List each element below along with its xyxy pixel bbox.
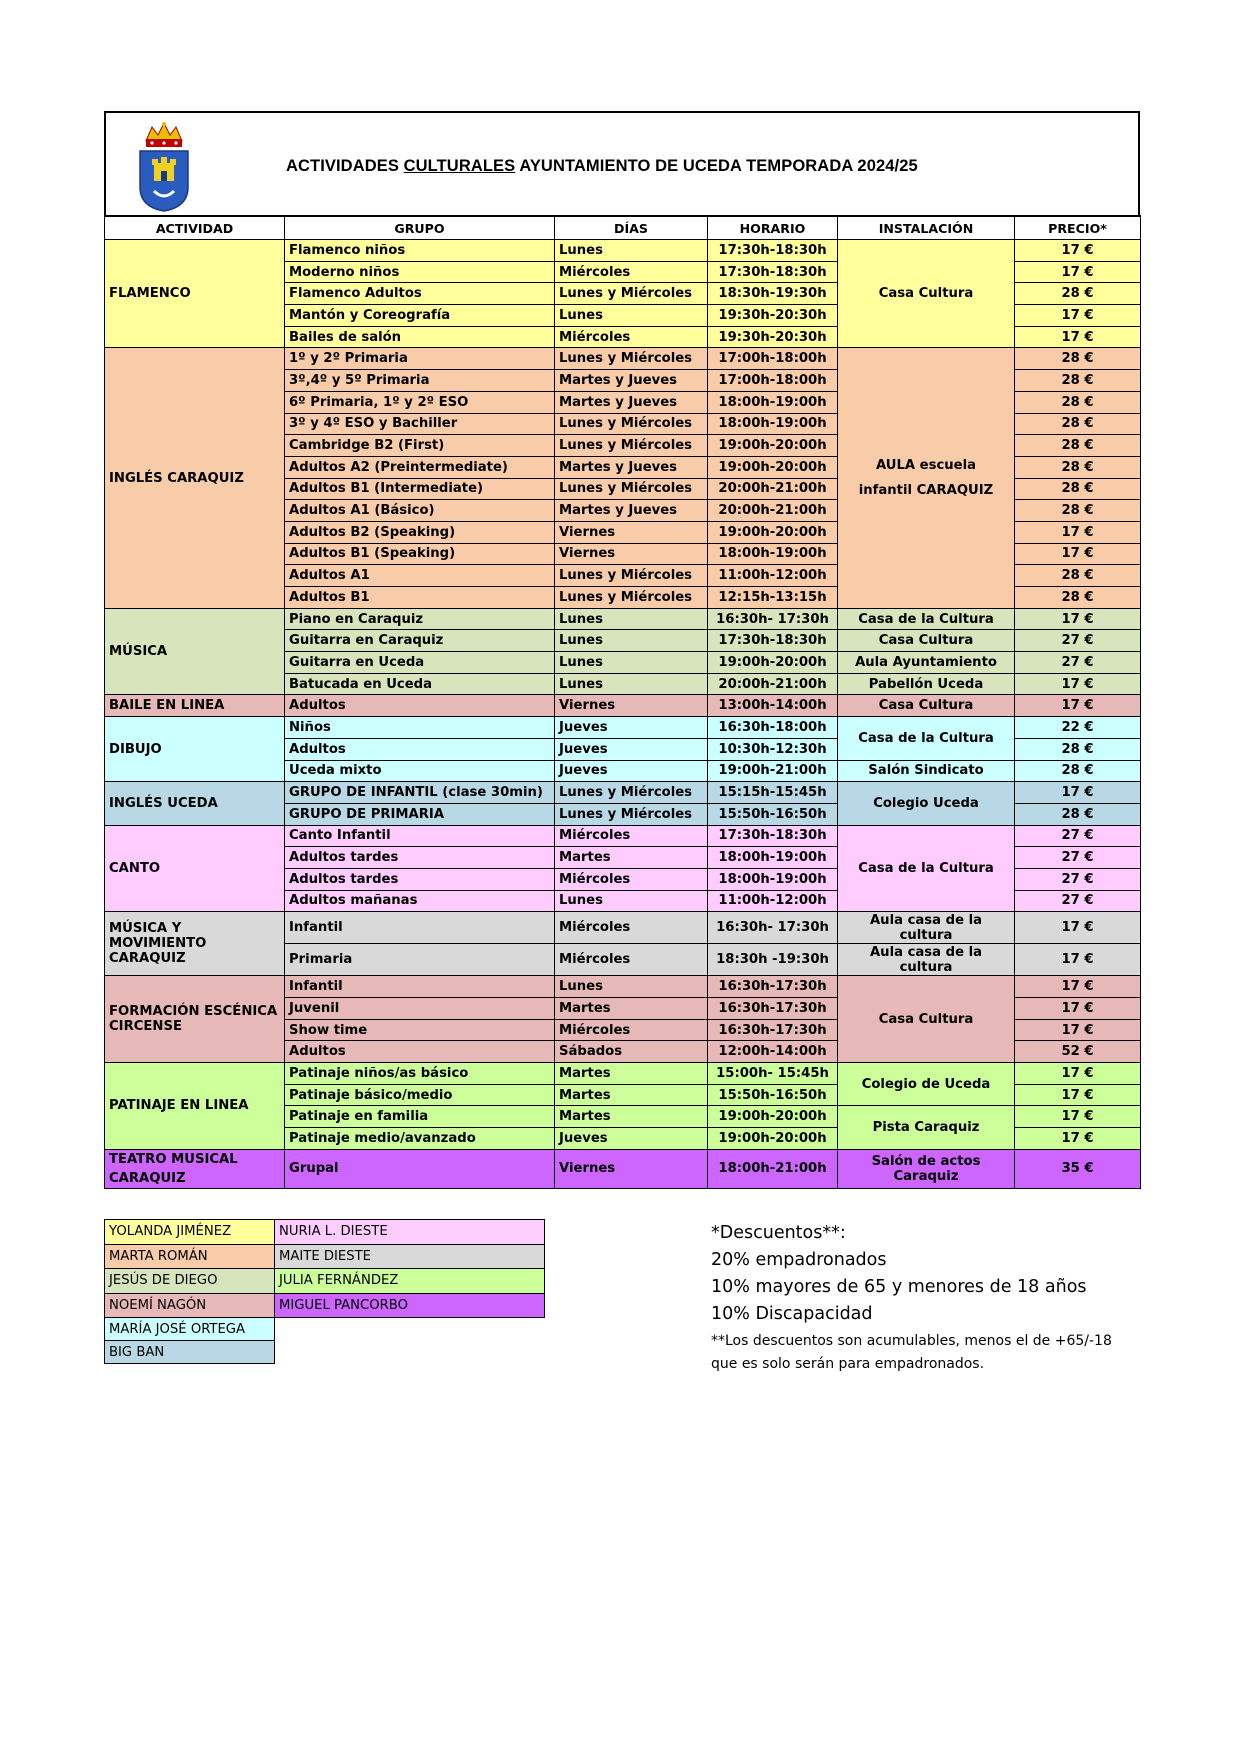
legend-teacher: MARÍA JOSÉ ORTEGA: [105, 1318, 275, 1341]
legend-teacher: JULIA FERNÁNDEZ: [275, 1269, 545, 1294]
group-cell: Infantil: [285, 976, 555, 998]
group-cell: GRUPO DE INFANTIL (clase 30min): [285, 782, 555, 804]
group-cell: Adultos B2 (Speaking): [285, 521, 555, 543]
days-cell: Lunes y Miércoles: [555, 283, 708, 305]
group-cell: Guitarra en Caraquiz: [285, 630, 555, 652]
table-row: [105, 1149, 1141, 1188]
price-cell: 28 €: [1015, 348, 1141, 370]
schedule-cell: 19:00h-20:00h: [708, 456, 838, 478]
group-cell: 3º,4º y 5º Primaria: [285, 370, 555, 392]
schedule-cell: 12:00h-14:00h: [708, 1041, 838, 1063]
schedule-cell: 17:30h-18:30h: [708, 261, 838, 283]
schedule-cell: 12:15h-13:15h: [708, 587, 838, 609]
days-cell: Miércoles: [555, 1019, 708, 1041]
days-cell: Miércoles: [555, 326, 708, 348]
column-header: INSTALACIÓN: [838, 216, 1015, 240]
coat-of-arms-icon: [136, 121, 192, 213]
document-header: [104, 111, 1140, 215]
price-cell: 28 €: [1015, 478, 1141, 500]
schedule-cell: 19:00h-20:00h: [708, 1128, 838, 1150]
price-cell: 27 €: [1015, 868, 1141, 890]
days-cell: Jueves: [555, 738, 708, 760]
schedule-cell: 15:00h- 15:45h: [708, 1063, 838, 1085]
days-cell: Martes y Jueves: [555, 370, 708, 392]
legend-row: [105, 1269, 545, 1294]
schedule-cell: 19:00h-20:00h: [708, 1106, 838, 1128]
schedule-cell: 16:30h-17:30h: [708, 976, 838, 998]
activity-name: PATINAJE EN LINEA: [105, 1063, 285, 1150]
price-cell: 17 €: [1015, 695, 1141, 717]
price-cell: 28 €: [1015, 370, 1141, 392]
days-cell: Lunes y Miércoles: [555, 348, 708, 370]
price-cell: 27 €: [1015, 630, 1141, 652]
schedule-cell: 19:00h-20:00h: [708, 652, 838, 674]
schedule-cell: 16:30h-18:00h: [708, 717, 838, 739]
days-cell: Lunes: [555, 240, 708, 262]
table-row: [105, 782, 1141, 804]
days-cell: Viernes: [555, 1149, 708, 1188]
group-cell: Moderno niños: [285, 261, 555, 283]
price-cell: 28 €: [1015, 803, 1141, 825]
group-cell: 6º Primaria, 1º y 2º ESO: [285, 391, 555, 413]
activity-name: DIBUJO: [105, 717, 285, 782]
column-header: PRECIO*: [1015, 216, 1141, 240]
price-cell: 17 €: [1015, 782, 1141, 804]
column-header: HORARIO: [708, 216, 838, 240]
venue-cell: Casa de la Cultura: [838, 825, 1015, 912]
days-cell: Miércoles: [555, 912, 708, 944]
schedule-cell: 18:30h-19:30h: [708, 283, 838, 305]
activity-name: BAILE EN LINEA: [105, 695, 285, 717]
schedule-cell: 17:30h-18:30h: [708, 825, 838, 847]
group-cell: Patinaje niños/as básico: [285, 1063, 555, 1085]
schedule-document: [104, 111, 1140, 1189]
price-cell: 28 €: [1015, 587, 1141, 609]
legend-teacher: MARTA ROMÁN: [105, 1244, 275, 1269]
price-cell: 35 €: [1015, 1149, 1141, 1188]
legend-row: [105, 1220, 545, 1245]
days-cell: Jueves: [555, 1128, 708, 1150]
price-cell: 28 €: [1015, 435, 1141, 457]
price-cell: 17 €: [1015, 1063, 1141, 1085]
venue-cell: Casa Cultura: [838, 240, 1015, 348]
price-cell: 28 €: [1015, 456, 1141, 478]
days-cell: Lunes: [555, 305, 708, 327]
activity-name: MÚSICA Y MOVIMIENTO CARAQUIZ: [105, 912, 285, 976]
activity-name: INGLÉS UCEDA: [105, 782, 285, 825]
discounts-box: [711, 1220, 1112, 1376]
group-cell: Adultos A1: [285, 565, 555, 587]
legend-row: [105, 1244, 545, 1269]
group-cell: Patinaje básico/medio: [285, 1084, 555, 1106]
days-cell: Lunes y Miércoles: [555, 803, 708, 825]
schedule-cell: 16:30h- 17:30h: [708, 608, 838, 630]
legend-teacher: NURIA L. DIESTE: [275, 1220, 545, 1245]
schedule-cell: 11:00h-12:00h: [708, 565, 838, 587]
group-cell: Infantil: [285, 912, 555, 944]
table-row: [105, 608, 1141, 630]
schedule-cell: 19:30h-20:30h: [708, 305, 838, 327]
days-cell: Lunes y Miércoles: [555, 782, 708, 804]
price-cell: 17 €: [1015, 1128, 1141, 1150]
table-row: [105, 825, 1141, 847]
days-cell: Martes y Jueves: [555, 391, 708, 413]
group-cell: Piano en Caraquiz: [285, 608, 555, 630]
days-cell: Martes: [555, 1084, 708, 1106]
schedule-cell: 17:30h-18:30h: [708, 630, 838, 652]
column-header: DÍAS: [555, 216, 708, 240]
schedule-cell: 18:00h-21:00h: [708, 1149, 838, 1188]
schedule-cell: 18:00h-19:00h: [708, 847, 838, 869]
venue-cell: Aula Ayuntamiento: [838, 652, 1015, 674]
legend-row: [105, 1318, 545, 1341]
activity-name: FORMACIÓN ESCÉNICA CIRCENSE: [105, 976, 285, 1063]
group-cell: Grupal: [285, 1149, 555, 1188]
price-cell: 17 €: [1015, 305, 1141, 327]
group-cell: Adultos tardes: [285, 868, 555, 890]
column-header: ACTIVIDAD: [105, 216, 285, 240]
venue-cell: Casa Cultura: [838, 630, 1015, 652]
price-cell: 27 €: [1015, 847, 1141, 869]
activity-name: CANTO: [105, 825, 285, 912]
days-cell: Lunes: [555, 652, 708, 674]
group-cell: Cambridge B2 (First): [285, 435, 555, 457]
legend-teacher: NOEMÍ NAGÓN: [105, 1293, 275, 1318]
schedule-cell: 20:00h-21:00h: [708, 673, 838, 695]
price-cell: 52 €: [1015, 1041, 1141, 1063]
venue-cell: Casa de la Cultura: [838, 608, 1015, 630]
group-cell: Batucada en Uceda: [285, 673, 555, 695]
days-cell: Martes: [555, 847, 708, 869]
price-cell: 28 €: [1015, 500, 1141, 522]
schedule-cell: 16:30h-17:30h: [708, 998, 838, 1020]
days-cell: Lunes: [555, 608, 708, 630]
venue-cell: Pabellón Uceda: [838, 673, 1015, 695]
price-cell: 17 €: [1015, 240, 1141, 262]
teacher-legend: [104, 1219, 545, 1364]
schedule-cell: 15:15h-15:45h: [708, 782, 838, 804]
price-cell: 17 €: [1015, 1106, 1141, 1128]
legend-row: [105, 1293, 545, 1318]
venue-cell: Salón Sindicato: [838, 760, 1015, 782]
group-cell: Adultos mañanas: [285, 890, 555, 912]
schedule-cell: 16:30h-17:30h: [708, 1019, 838, 1041]
schedule-cell: 18:00h-19:00h: [708, 543, 838, 565]
days-cell: Miércoles: [555, 868, 708, 890]
days-cell: Miércoles: [555, 944, 708, 976]
group-cell: 1º y 2º Primaria: [285, 348, 555, 370]
legend-teacher: JESÚS DE DIEGO: [105, 1269, 275, 1294]
price-cell: 28 €: [1015, 283, 1141, 305]
schedule-cell: 20:00h-21:00h: [708, 500, 838, 522]
group-cell: Adultos B1: [285, 587, 555, 609]
group-cell: Bailes de salón: [285, 326, 555, 348]
price-cell: 17 €: [1015, 521, 1141, 543]
schedule-cell: 19:00h-20:00h: [708, 521, 838, 543]
group-cell: Adultos: [285, 695, 555, 717]
days-cell: Jueves: [555, 760, 708, 782]
group-cell: Patinaje medio/avanzado: [285, 1128, 555, 1150]
days-cell: Martes: [555, 998, 708, 1020]
group-cell: Adultos A2 (Preintermediate): [285, 456, 555, 478]
days-cell: Jueves: [555, 717, 708, 739]
schedule-cell: 17:00h-18:00h: [708, 370, 838, 392]
legend-teacher: BIG BAN: [105, 1341, 275, 1364]
price-cell: 28 €: [1015, 565, 1141, 587]
venue-cell: Colegio Uceda: [838, 782, 1015, 825]
activity-name: INGLÉS CARAQUIZ: [105, 348, 285, 608]
legend-teacher: MIGUEL PANCORBO: [275, 1293, 545, 1318]
table-row: [105, 348, 1141, 370]
price-cell: 27 €: [1015, 825, 1141, 847]
group-cell: Adultos: [285, 738, 555, 760]
price-cell: 28 €: [1015, 413, 1141, 435]
schedule-cell: 20:00h-21:00h: [708, 478, 838, 500]
venue-cell: Salón de actos Caraquiz: [838, 1149, 1015, 1188]
legend-teacher: MAITE DIESTE: [275, 1244, 545, 1269]
schedule-cell: 18:00h-19:00h: [708, 413, 838, 435]
schedule-cell: 13:00h-14:00h: [708, 695, 838, 717]
group-cell: Show time: [285, 1019, 555, 1041]
schedule-cell: 16:30h- 17:30h: [708, 912, 838, 944]
venue-cell: Pista Caraquiz: [838, 1106, 1015, 1149]
activity-name: MÚSICA: [105, 608, 285, 695]
group-cell: Juvenil: [285, 998, 555, 1020]
schedule-cell: 18:30h -19:30h: [708, 944, 838, 976]
discount-line: 10% mayores de 65 y menores de 18 años: [711, 1277, 1087, 1297]
venue-cell: AULA escuela infantil CARAQUIZ: [838, 348, 1015, 608]
price-cell: 28 €: [1015, 760, 1141, 782]
price-cell: 17 €: [1015, 673, 1141, 695]
price-cell: 27 €: [1015, 890, 1141, 912]
price-cell: 22 €: [1015, 717, 1141, 739]
days-cell: Lunes y Miércoles: [555, 587, 708, 609]
group-cell: Adultos B1 (Speaking): [285, 543, 555, 565]
days-cell: Lunes y Miércoles: [555, 478, 708, 500]
days-cell: Martes: [555, 1106, 708, 1128]
discounts-heading: *Descuentos**:: [711, 1223, 846, 1243]
days-cell: Martes y Jueves: [555, 456, 708, 478]
price-cell: 17 €: [1015, 608, 1141, 630]
price-cell: 17 €: [1015, 543, 1141, 565]
price-cell: 28 €: [1015, 391, 1141, 413]
days-cell: Viernes: [555, 543, 708, 565]
table-row: [105, 695, 1141, 717]
price-cell: 28 €: [1015, 738, 1141, 760]
price-cell: 17 €: [1015, 998, 1141, 1020]
table-row: [105, 240, 1141, 262]
venue-cell: Casa de la Cultura: [838, 717, 1015, 760]
activities-table: [104, 215, 1141, 1189]
group-cell: 3º y 4º ESO y Bachiller: [285, 413, 555, 435]
schedule-cell: 18:00h-19:00h: [708, 391, 838, 413]
schedule-cell: 10:30h-12:30h: [708, 738, 838, 760]
group-cell: Guitarra en Uceda: [285, 652, 555, 674]
schedule-cell: 19:30h-20:30h: [708, 326, 838, 348]
days-cell: Viernes: [555, 695, 708, 717]
schedule-cell: 11:00h-12:00h: [708, 890, 838, 912]
venue-cell: Aula casa de la cultura: [838, 944, 1015, 976]
activity-name: FLAMENCO: [105, 240, 285, 348]
group-cell: Adultos: [285, 1041, 555, 1063]
price-cell: 17 €: [1015, 1019, 1141, 1041]
legend-teacher: YOLANDA JIMÉNEZ: [105, 1220, 275, 1245]
venue-cell: Casa Cultura: [838, 976, 1015, 1063]
days-cell: Martes: [555, 1063, 708, 1085]
days-cell: Lunes y Miércoles: [555, 435, 708, 457]
group-cell: Flamenco niños: [285, 240, 555, 262]
days-cell: Sábados: [555, 1041, 708, 1063]
activity-name: TEATRO MUSICAL CARAQUIZ: [105, 1149, 285, 1188]
venue-cell: Aula casa de la cultura: [838, 912, 1015, 944]
group-cell: Flamenco Adultos: [285, 283, 555, 305]
group-cell: Niños: [285, 717, 555, 739]
table-row: [105, 976, 1141, 998]
group-cell: Primaria: [285, 944, 555, 976]
schedule-cell: 19:00h-20:00h: [708, 435, 838, 457]
price-cell: 17 €: [1015, 326, 1141, 348]
days-cell: Lunes y Miércoles: [555, 413, 708, 435]
days-cell: Lunes: [555, 630, 708, 652]
schedule-cell: 15:50h-16:50h: [708, 803, 838, 825]
table-row: [105, 912, 1141, 944]
days-cell: Viernes: [555, 521, 708, 543]
column-header: GRUPO: [285, 216, 555, 240]
days-cell: Lunes: [555, 673, 708, 695]
schedule-cell: 17:00h-18:00h: [708, 348, 838, 370]
venue-cell: Colegio de Uceda: [838, 1063, 1015, 1106]
schedule-cell: 17:30h-18:30h: [708, 240, 838, 262]
days-cell: Lunes: [555, 976, 708, 998]
discounts-note: **Los descuentos son acumulables, menos el de +65/-18 que es solo serán para empadronados.: [711, 1333, 1112, 1372]
discount-line: 20% empadronados: [711, 1250, 887, 1270]
days-cell: Lunes y Miércoles: [555, 565, 708, 587]
table-row: [105, 717, 1141, 739]
price-cell: 17 €: [1015, 1084, 1141, 1106]
table-row: [105, 1063, 1141, 1085]
venue-cell: Casa Cultura: [838, 695, 1015, 717]
days-cell: Miércoles: [555, 261, 708, 283]
price-cell: 17 €: [1015, 976, 1141, 998]
price-cell: 17 €: [1015, 261, 1141, 283]
group-cell: Adultos A1 (Básico): [285, 500, 555, 522]
table-header-row: [105, 216, 1141, 240]
group-cell: Adultos B1 (Intermediate): [285, 478, 555, 500]
group-cell: Canto Infantil: [285, 825, 555, 847]
days-cell: Lunes: [555, 890, 708, 912]
group-cell: Mantón y Coreografía: [285, 305, 555, 327]
group-cell: Uceda mixto: [285, 760, 555, 782]
price-cell: 17 €: [1015, 912, 1141, 944]
schedule-cell: 19:00h-21:00h: [708, 760, 838, 782]
group-cell: GRUPO DE PRIMARIA: [285, 803, 555, 825]
page-title: ACTIVIDADES CULTURALES AYUNTAMIENTO DE UCEDA TEMPORADA 2024/25: [286, 157, 918, 175]
group-cell: Adultos tardes: [285, 847, 555, 869]
schedule-cell: 18:00h-19:00h: [708, 868, 838, 890]
days-cell: Miércoles: [555, 825, 708, 847]
days-cell: Martes y Jueves: [555, 500, 708, 522]
price-cell: 17 €: [1015, 944, 1141, 976]
price-cell: 27 €: [1015, 652, 1141, 674]
discount-line: 10% Discapacidad: [711, 1304, 873, 1324]
schedule-cell: 15:50h-16:50h: [708, 1084, 838, 1106]
group-cell: Patinaje en familia: [285, 1106, 555, 1128]
legend-row: [105, 1341, 545, 1364]
